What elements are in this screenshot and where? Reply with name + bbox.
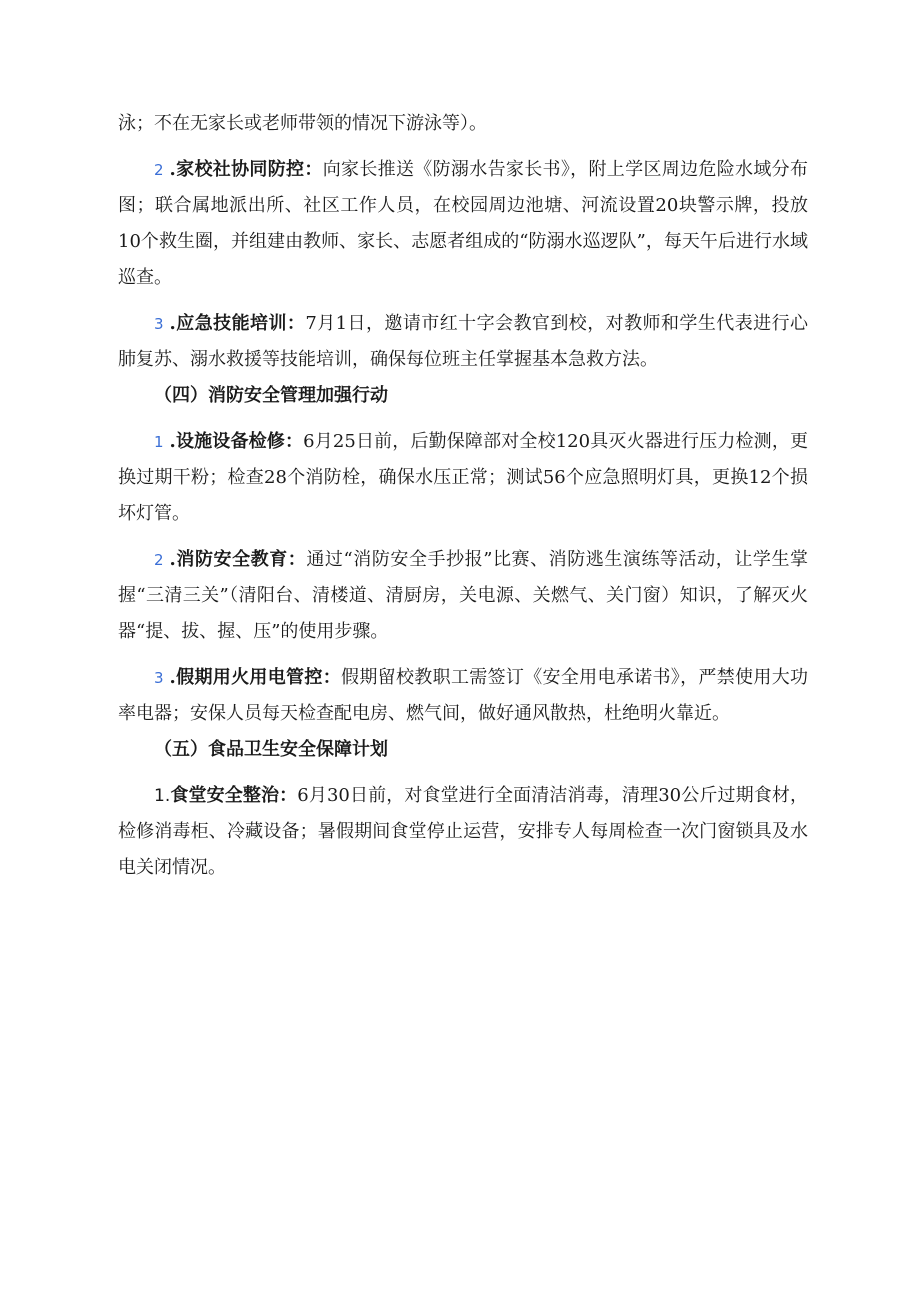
list-item-equipment-maintenance: 1 .设施设备检修：6月25日前，后勤保障部对全校120具灭火器进行压力检测，更换过期干粉；检查28个消防栓，确保水压正常；测试56个应急照明灯具，更换12个损坏灯管。 [118,431,809,524]
item-text: 向家长推送《防溺水告家长书》，附上学区周边危险水域分布图；联合属地派出所、社区工作人员，在校园周边池塘、河流设置20块警示牌，投放10个救生圈，并组建由教师、家长、志愿者组成的“防溺水巡逻队”，每天午后进行水域巡查。 [118,159,808,288]
continuation-paragraph: 泳；不在无家长或老师带领的情况下游泳等）。 [118,113,487,134]
list-item-holiday-power-control: 3 .假期用火用电管控：假期留校教职工需签订《安全用电承诺书》，严禁使用大功率电器；安保人员每天检查配电房、燃气间，做好通风散热，杜绝明火靠近。 [118,667,809,724]
list-number: 2 [154,551,164,569]
item-text: 7月1日，邀请市红十字会教官到校，对教师和学生代表进行心肺复苏、溺水救援等技能培训，确保每位班主任掌握基本急救方法。 [118,313,809,370]
list-item-emergency-training: 3 .应急技能培训：7月1日，邀请市红十字会教官到校，对教师和学生代表进行心肺复苏、溺水救援等技能培训，确保每位班主任掌握基本急救方法。 [118,313,809,370]
item-text: 6月30日前，对食堂进行全面清洁消毒，清理30公斤过期食材，检修消毒柜、冷藏设备；暑假期间食堂停止运营，安排专人每周检查一次门窗锁具及水电关闭情况。 [118,785,808,878]
section-heading-food-safety: （五）食品卫生安全保障计划 [154,739,388,760]
list-number: 1 [154,433,164,451]
list-number: 3 [154,315,164,333]
list-number: 1. [154,786,171,806]
item-text: 通过“消防安全手抄报”比赛、消防逃生演练等活动，让学生掌握“三清三关”（清阳台、清楼道、清厨房，关电源、关燃气、关门窗）知识，了解灭火器“提、拔、握、压”的使用步骤。 [118,549,809,642]
list-item-fire-education: 2 .消防安全教育：通过“消防安全手抄报”比赛、消防逃生演练等活动，让学生掌握“三清三关”（清阳台、清楼道、清厨房，关电源、关燃气、关门窗）知识，了解灭火器“提、拔、握、压”的使用步骤。 [118,549,809,642]
item-text: 假期留校教职工需签订《安全用电承诺书》，严禁使用大功率电器；安保人员每天检查配电房、燃气间，做好通风散热，杜绝明火靠近。 [118,667,809,724]
list-number: 3 [154,669,164,687]
list-number: 2 [154,161,164,179]
item-label: 应急技能培训： [175,313,306,334]
item-label: 设施设备检修： [175,431,304,452]
list-item-home-school-prevention: 2 .家校社协同防控：向家长推送《防溺水告家长书》，附上学区周边危险水域分布图；联合属地派出所、社区工作人员，在校园周边池塘、河流设置20块警示牌，投放10个救生圈，并组建由教师、家长、志愿者组成的“防溺水巡逻队”，每天午后进行水域巡查。 [118,159,808,288]
item-text: 6月25日前，后勤保障部对全校120具灭火器进行压力检测，更换过期干粉；检查28个消防栓，确保水压正常；测试56个应急照明灯具，更换12个损坏灯管。 [118,431,809,524]
document-page [118,106,808,886]
section-heading-fire-safety: （四）消防安全管理加强行动 [154,385,388,406]
item-label: 家校社协同防控： [175,159,323,180]
list-item-canteen-rectification [118,778,808,886]
item-label: 消防安全教育： [175,549,307,570]
item-label: 假期用火用电管控： [175,667,342,688]
item-label: 食堂安全整治： [170,785,298,806]
